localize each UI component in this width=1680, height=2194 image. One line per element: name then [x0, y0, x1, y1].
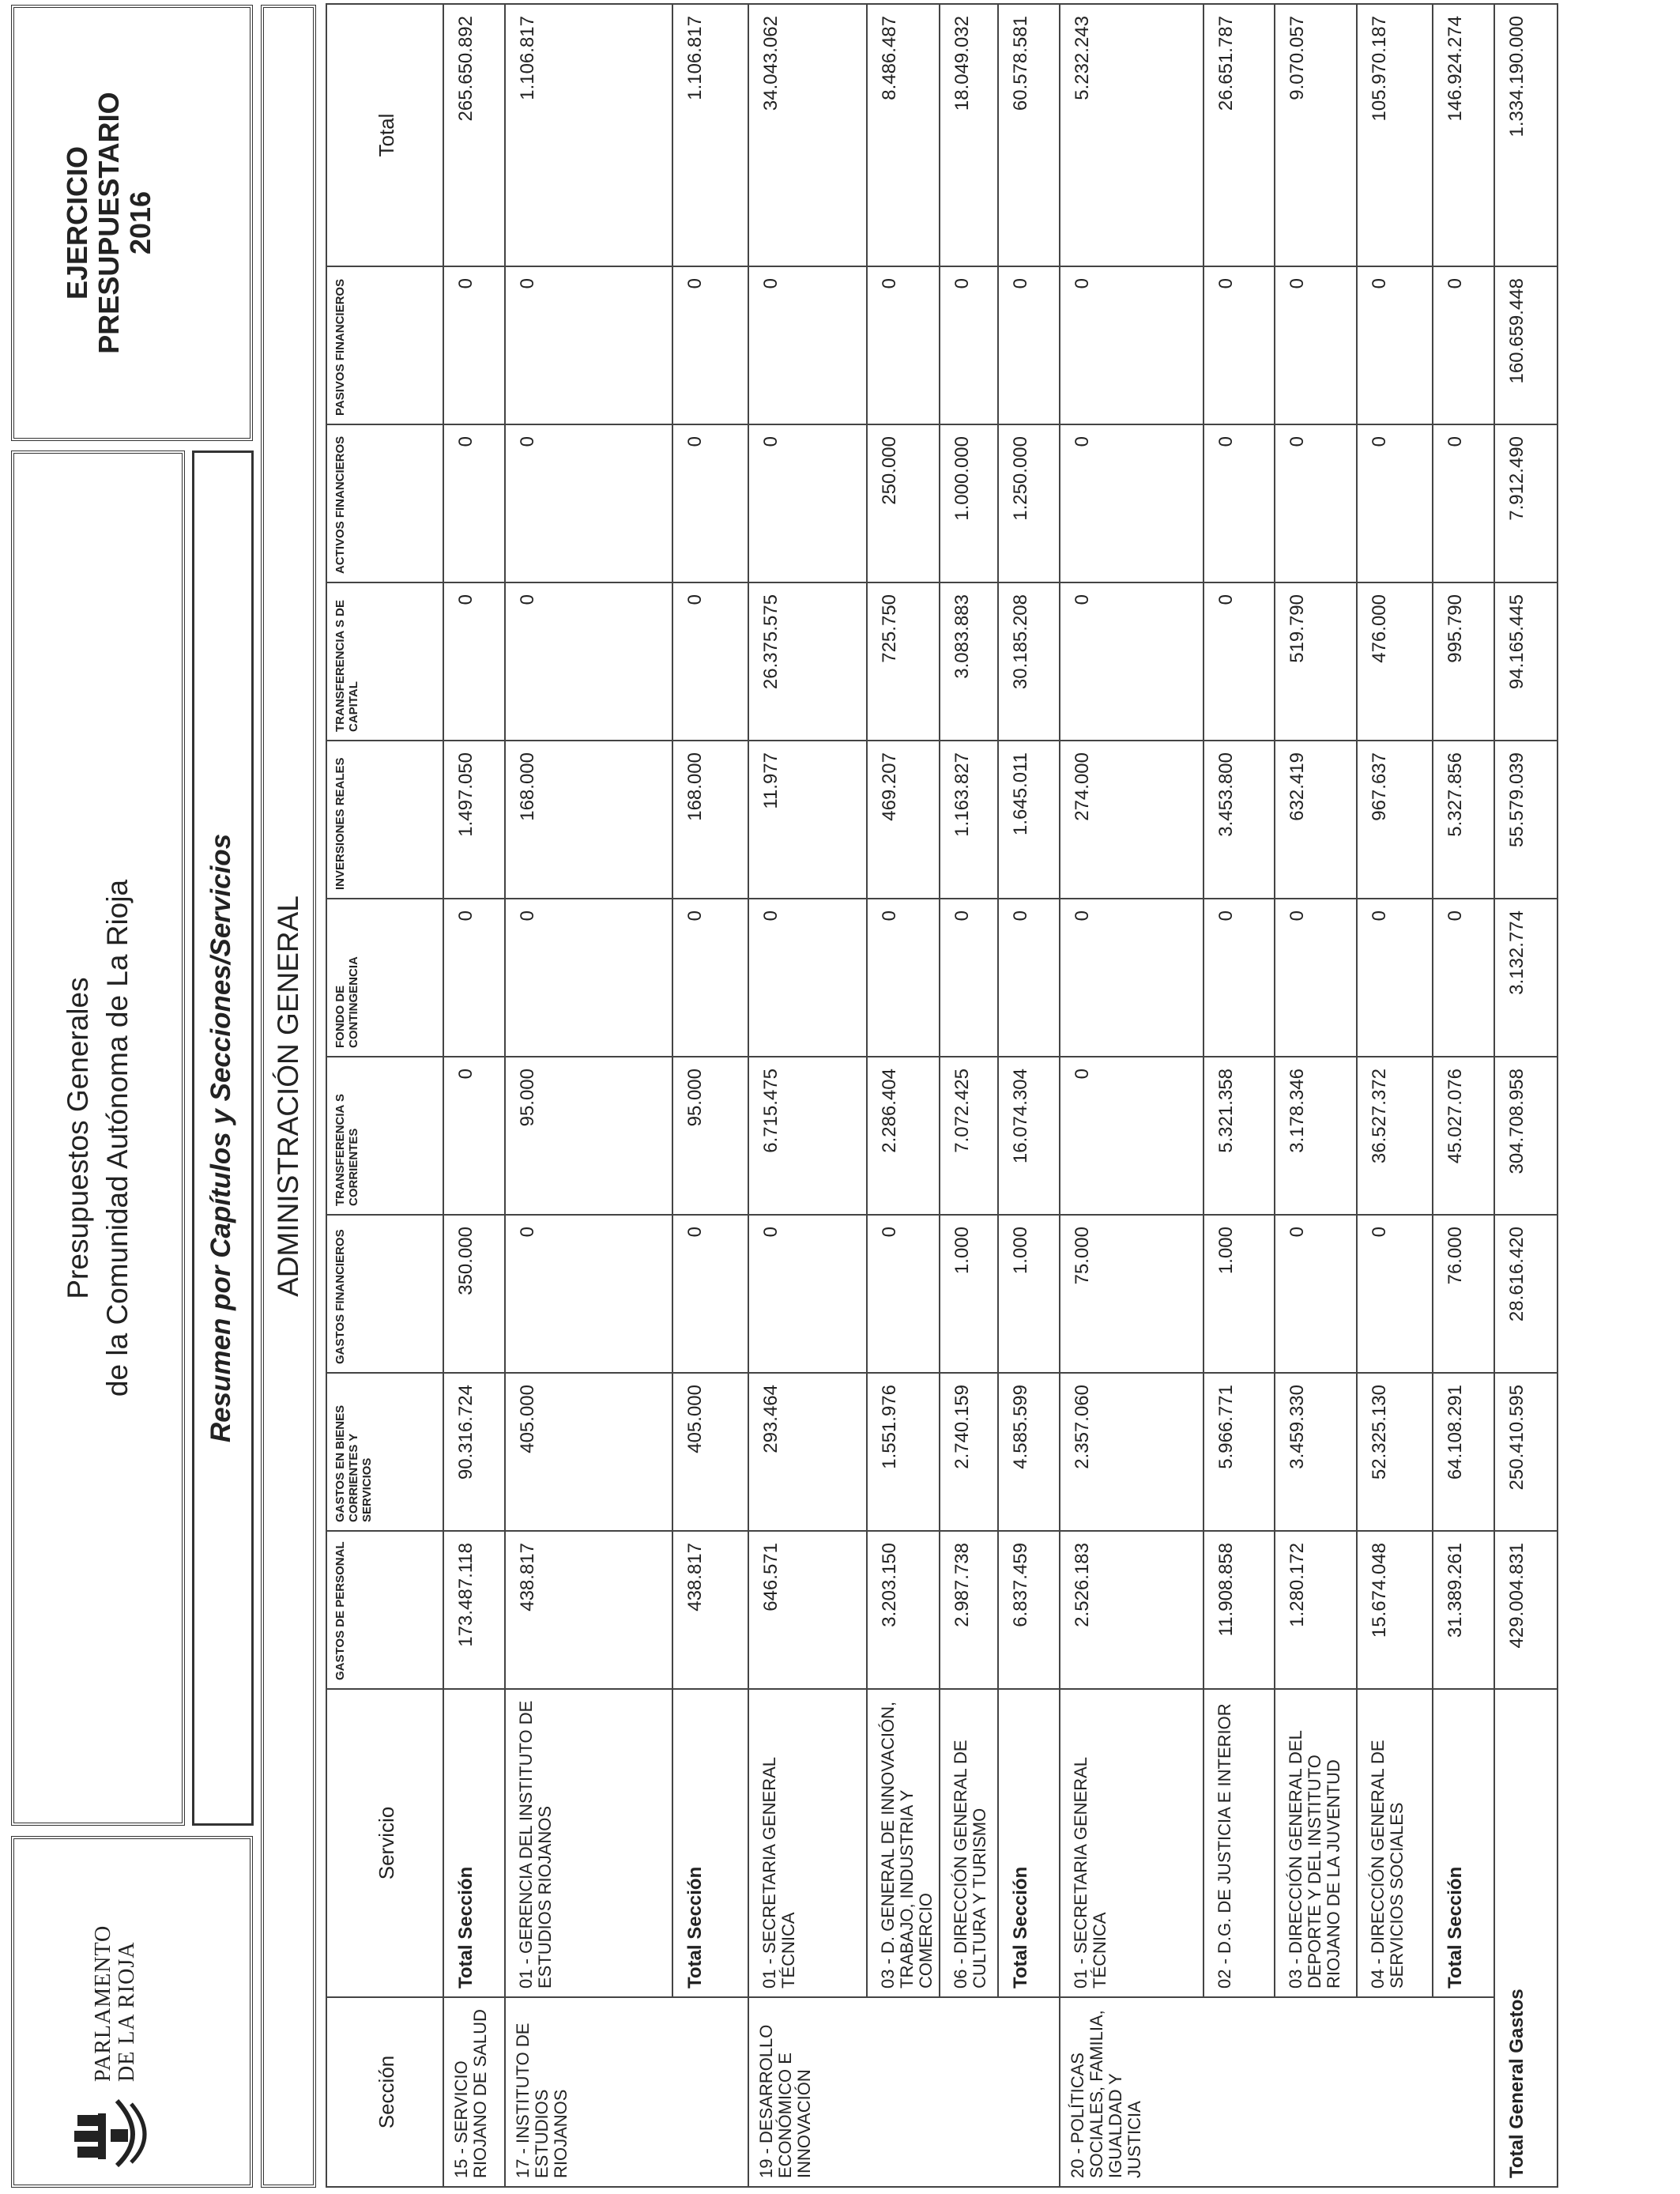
- table-row: [940, 4, 998, 2187]
- value-cell: 0: [748, 899, 867, 1057]
- value-cell: 0: [443, 1057, 505, 1215]
- value-cell: 160.659.448: [1494, 266, 1558, 424]
- value-cell: 293.464: [748, 1373, 867, 1531]
- value-cell: 0: [1275, 266, 1357, 424]
- servicio-cell: 01 - SECRETARIA GENERAL TÉCNICA: [1060, 1689, 1203, 1997]
- header-c2: GASTOS EN BIENES CORRIENTES Y SERVICIOS: [326, 1373, 443, 1531]
- servicio-cell: Total Sección: [1433, 1689, 1494, 1997]
- value-cell: 429.004.831: [1494, 1531, 1558, 1689]
- ejercicio-line2: PRESUPUESTARIO: [92, 92, 125, 354]
- value-cell: 0: [1357, 266, 1433, 424]
- servicio-cell: 06 - DIRECCIÓN GENERAL DE CULTURA Y TURISMO: [940, 1689, 998, 1997]
- value-cell: 0: [1433, 899, 1494, 1057]
- value-cell: 0: [1203, 582, 1275, 741]
- value-cell: 1.000: [998, 1215, 1060, 1373]
- parliament-line1: PARLAMENTO: [91, 1924, 115, 2082]
- total-cell: 18.049.032: [940, 4, 998, 266]
- table-row: [748, 4, 867, 2187]
- subtitle: Resumen por Capítulos y Secciones/Servicios: [205, 833, 236, 1443]
- total-cell: 26.651.787: [1203, 4, 1275, 266]
- value-cell: 405.000: [505, 1373, 672, 1531]
- total-cell: 60.578.581: [998, 4, 1060, 266]
- value-cell: 304.708.958: [1494, 1057, 1558, 1215]
- value-cell: 0: [1275, 424, 1357, 582]
- value-cell: 0: [1357, 899, 1433, 1057]
- value-cell: 0: [998, 266, 1060, 424]
- total-cell: 105.970.187: [1357, 4, 1433, 266]
- value-cell: 2.526.183: [1060, 1531, 1203, 1689]
- value-cell: 11.977: [748, 741, 867, 899]
- value-cell: 64.108.291: [1433, 1373, 1494, 1531]
- section-title: ADMINISTRACIÓN GENERAL: [272, 895, 304, 1297]
- seccion-cell: 19 - DESARROLLO ECONÓMICO E INNOVACIÓN: [748, 1997, 1060, 2187]
- value-cell: 1.645.011: [998, 741, 1060, 899]
- value-cell: 350.000: [443, 1215, 505, 1373]
- total-cell: 1.106.817: [505, 4, 672, 266]
- value-cell: 2.740.159: [940, 1373, 998, 1531]
- value-cell: 2.987.738: [940, 1531, 998, 1689]
- servicio-cell: 03 - D. GENERAL DE INNOVACIÓN, TRABAJO, INDUSTRIA Y COMERCIO: [867, 1689, 940, 1997]
- table-row: [1275, 4, 1357, 2187]
- value-cell: 90.316.724: [443, 1373, 505, 1531]
- value-cell: 0: [1203, 266, 1275, 424]
- value-cell: 0: [1357, 424, 1433, 582]
- grand-total-row: [1494, 4, 1558, 2187]
- value-cell: 0: [1203, 899, 1275, 1057]
- value-cell: 274.000: [1060, 741, 1203, 899]
- value-cell: 3.083.883: [940, 582, 998, 741]
- value-cell: 438.817: [672, 1531, 748, 1689]
- value-cell: 0: [940, 899, 998, 1057]
- total-cell: 146.924.274: [1433, 4, 1494, 266]
- parliament-name: [92, 1925, 139, 2082]
- value-cell: 0: [505, 582, 672, 741]
- value-cell: 0: [1275, 1215, 1357, 1373]
- total-cell: 8.486.487: [867, 4, 940, 266]
- value-cell: 438.817: [505, 1531, 672, 1689]
- value-cell: 1.497.050: [443, 741, 505, 899]
- value-cell: 250.410.595: [1494, 1373, 1558, 1531]
- servicio-cell: 01 - SECRETARIA GENERAL TÉCNICA: [748, 1689, 867, 1997]
- servicio-cell: 04 - DIRECCIÓN GENERAL DE SERVICIOS SOCIALES: [1357, 1689, 1433, 1997]
- total-cell: 5.232.243: [1060, 4, 1203, 266]
- value-cell: 469.207: [867, 741, 940, 899]
- value-cell: 95.000: [505, 1057, 672, 1215]
- title-box: [11, 450, 185, 1826]
- seccion-cell: 17 - INSTITUTO DE ESTUDIOS RIOJANOS: [505, 1997, 748, 2187]
- value-cell: 0: [998, 899, 1060, 1057]
- value-cell: 2.286.404: [867, 1057, 940, 1215]
- value-cell: 0: [443, 582, 505, 741]
- value-cell: 0: [748, 424, 867, 582]
- value-cell: 5.321.358: [1203, 1057, 1275, 1215]
- logo-box: [11, 1836, 253, 2188]
- value-cell: 3.178.346: [1275, 1057, 1357, 1215]
- value-cell: 173.487.118: [443, 1531, 505, 1689]
- seccion-cell: 15 - SERVICIO RIOJANO DE SALUD: [443, 1997, 505, 2187]
- value-cell: 0: [672, 899, 748, 1057]
- value-cell: 632.419: [1275, 741, 1357, 899]
- servicio-cell: Total Sección: [443, 1689, 505, 1997]
- value-cell: 0: [1357, 1215, 1433, 1373]
- value-cell: 519.790: [1275, 582, 1357, 741]
- value-cell: 7.072.425: [940, 1057, 998, 1215]
- value-cell: 0: [748, 1215, 867, 1373]
- table-row: [672, 4, 748, 2187]
- header-c5: FONDO DE CONTINGENCIA: [326, 899, 443, 1057]
- table-row: [1433, 4, 1494, 2187]
- value-cell: 476.000: [1357, 582, 1433, 741]
- servicio-cell: Total Sección: [672, 1689, 748, 1997]
- value-cell: 26.375.575: [748, 582, 867, 741]
- header-servicio: Servicio: [326, 1689, 443, 1997]
- total-cell: 265.650.892: [443, 4, 505, 266]
- table-row: [505, 4, 672, 2187]
- value-cell: 0: [1060, 1057, 1203, 1215]
- value-cell: 725.750: [867, 582, 940, 741]
- value-cell: 52.325.130: [1357, 1373, 1433, 1531]
- header-c1: GASTOS DE PERSONAL: [326, 1531, 443, 1689]
- value-cell: 5.327.856: [1433, 741, 1494, 899]
- value-cell: 76.000: [1433, 1215, 1494, 1373]
- value-cell: 1.000.000: [940, 424, 998, 582]
- value-cell: 75.000: [1060, 1215, 1203, 1373]
- value-cell: 7.912.490: [1494, 424, 1558, 582]
- value-cell: 995.790: [1433, 582, 1494, 741]
- value-cell: 0: [867, 266, 940, 424]
- value-cell: 0: [1433, 424, 1494, 582]
- value-cell: 168.000: [505, 741, 672, 899]
- parliament-crest-icon: [70, 2087, 164, 2173]
- value-cell: 168.000: [672, 741, 748, 899]
- servicio-cell: 01 - GERENCIA DEL INSTITUTO DE ESTUDIOS RIOJANOS: [505, 1689, 672, 1997]
- value-cell: 0: [940, 266, 998, 424]
- value-cell: 28.616.420: [1494, 1215, 1558, 1373]
- value-cell: 0: [672, 582, 748, 741]
- value-cell: 3.453.800: [1203, 741, 1275, 899]
- value-cell: 94.165.445: [1494, 582, 1558, 741]
- title-line1: Presupuestos Generales: [62, 977, 94, 1299]
- table-row: [1203, 4, 1275, 2187]
- value-cell: 967.637: [1357, 741, 1433, 899]
- value-cell: 0: [1433, 266, 1494, 424]
- value-cell: 1.551.976: [867, 1373, 940, 1531]
- value-cell: 3.203.150: [867, 1531, 940, 1689]
- value-cell: 1.000: [1203, 1215, 1275, 1373]
- value-cell: 0: [672, 266, 748, 424]
- servicio-cell: Total Sección: [998, 1689, 1060, 1997]
- total-cell: 34.043.062: [748, 4, 867, 266]
- seccion-cell: 20 - POLÍTICAS SOCIALES, FAMILIA, IGUALDAD Y JUSTICIA: [1060, 1997, 1494, 2187]
- header-row: [326, 4, 443, 2187]
- header-c7: TRANSFERENCIA S DE CAPITAL: [326, 582, 443, 741]
- value-cell: 2.357.060: [1060, 1373, 1203, 1531]
- value-cell: 0: [1060, 899, 1203, 1057]
- value-cell: 6.715.475: [748, 1057, 867, 1215]
- servicio-cell: 02 - D.G. DE JUSTICIA E INTERIOR: [1203, 1689, 1275, 1997]
- table-row: [1357, 4, 1433, 2187]
- value-cell: 405.000: [672, 1373, 748, 1531]
- value-cell: 0: [1060, 266, 1203, 424]
- value-cell: 6.837.459: [998, 1531, 1060, 1689]
- value-cell: 0: [672, 1215, 748, 1373]
- ejercicio-box: [11, 5, 253, 441]
- value-cell: 1.250.000: [998, 424, 1060, 582]
- table-row: [867, 4, 940, 2187]
- value-cell: 45.027.076: [1433, 1057, 1494, 1215]
- header-total: Total: [326, 4, 443, 266]
- header-c9: PASIVOS FINANCIEROS: [326, 266, 443, 424]
- value-cell: 95.000: [672, 1057, 748, 1215]
- value-cell: 36.527.372: [1357, 1057, 1433, 1215]
- title-line2: de la Comunidad Autónoma de La Rioja: [101, 879, 134, 1397]
- value-cell: 0: [748, 266, 867, 424]
- value-cell: 0: [1060, 424, 1203, 582]
- value-cell: 0: [505, 899, 672, 1057]
- value-cell: 3.459.330: [1275, 1373, 1357, 1531]
- value-cell: 0: [1203, 424, 1275, 582]
- ejercicio-year: 2016: [124, 190, 156, 255]
- total-cell: 1.106.817: [672, 4, 748, 266]
- value-cell: 646.571: [748, 1531, 867, 1689]
- header-c8: ACTIVOS FINANCIEROS: [326, 424, 443, 582]
- value-cell: 0: [505, 1215, 672, 1373]
- value-cell: 0: [443, 266, 505, 424]
- value-cell: 1.280.172: [1275, 1531, 1357, 1689]
- value-cell: 55.579.039: [1494, 741, 1558, 899]
- section-title-box: [261, 5, 316, 2188]
- value-cell: 31.389.261: [1433, 1531, 1494, 1689]
- value-cell: 11.908.858: [1203, 1531, 1275, 1689]
- value-cell: 3.132.774: [1494, 899, 1558, 1057]
- servicio-cell: 03 - DIRECCIÓN GENERAL DEL DEPORTE Y DEL INSTITUTO RIOJANO DE LA JUVENTUD: [1275, 1689, 1357, 1997]
- total-cell: 9.070.057: [1275, 4, 1357, 266]
- table-row: [998, 4, 1060, 2187]
- total-cell: 1.334.190.000: [1494, 4, 1558, 266]
- table-row: [443, 4, 505, 2187]
- value-cell: 0: [867, 899, 940, 1057]
- value-cell: 30.185.208: [998, 582, 1060, 741]
- header-seccion: Sección: [326, 1997, 443, 2187]
- parliament-line2: DE LA RIOJA: [115, 1941, 139, 2082]
- subtitle-box: [192, 450, 254, 1826]
- grand-total-label: Total General Gastos: [1494, 1689, 1558, 2187]
- value-cell: 0: [672, 424, 748, 582]
- value-cell: 250.000: [867, 424, 940, 582]
- value-cell: 0: [443, 899, 505, 1057]
- value-cell: 0: [443, 424, 505, 582]
- value-cell: 0: [505, 424, 672, 582]
- value-cell: 0: [867, 1215, 940, 1373]
- value-cell: 0: [1060, 582, 1203, 741]
- value-cell: 16.074.304: [998, 1057, 1060, 1215]
- value-cell: 0: [1275, 899, 1357, 1057]
- value-cell: 1.000: [940, 1215, 998, 1373]
- value-cell: 15.674.048: [1357, 1531, 1433, 1689]
- value-cell: 4.585.599: [998, 1373, 1060, 1531]
- value-cell: 5.966.771: [1203, 1373, 1275, 1531]
- ejercicio-line1: EJERCICIO: [61, 145, 93, 300]
- value-cell: 1.163.827: [940, 741, 998, 899]
- value-cell: 0: [505, 266, 672, 424]
- header-c3: GASTOS FINANCIEROS: [326, 1215, 443, 1373]
- header-c4: TRANSFERENCIA S CORRIENTES: [326, 1057, 443, 1215]
- table-row: [1060, 4, 1203, 2187]
- header-c6: INVERSIONES REALES: [326, 741, 443, 899]
- budget-table: [326, 3, 1558, 2188]
